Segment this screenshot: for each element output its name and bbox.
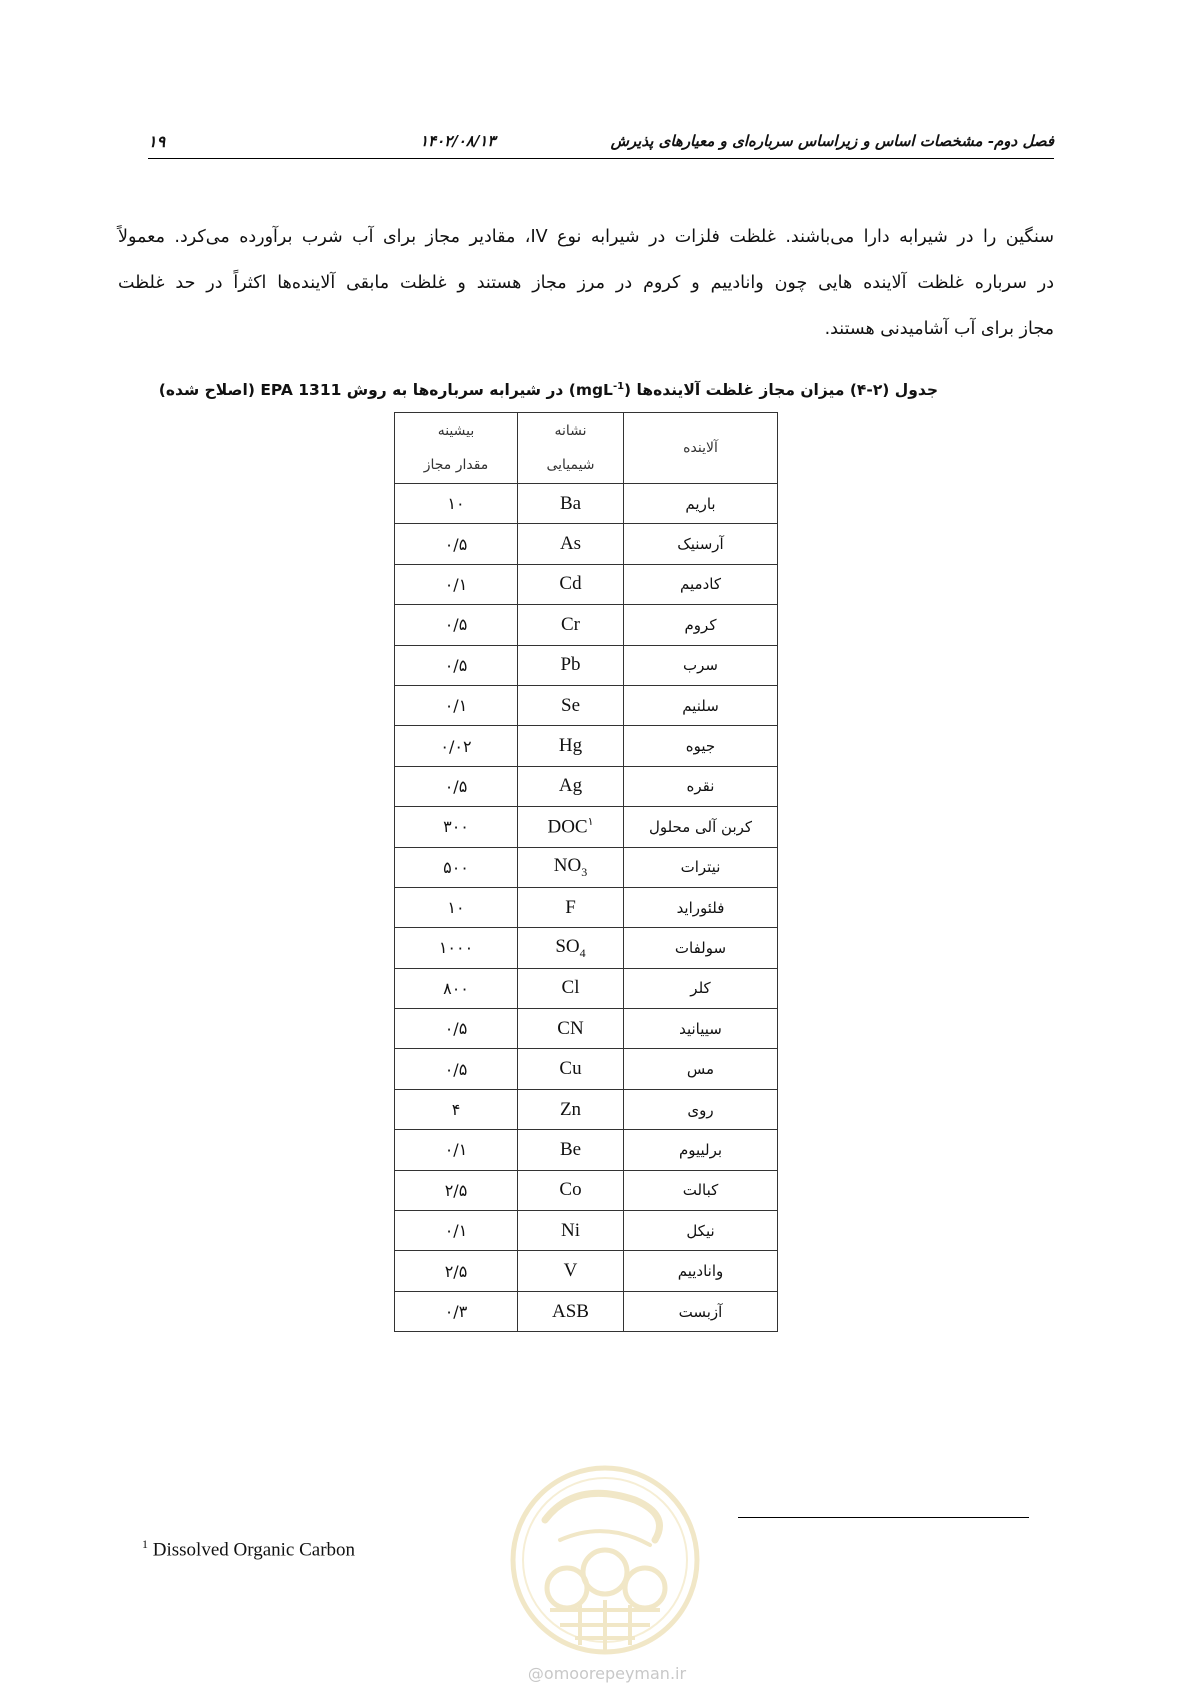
max-allowed-value: ۰/۵: [395, 1009, 518, 1049]
table-row: [395, 1130, 778, 1170]
symbol-text: Cd: [559, 573, 582, 595]
max-allowed-value: ۲/۵: [395, 1170, 518, 1210]
pollutant-name: کروم: [624, 605, 778, 645]
max-allowed-value: ۵۰۰: [395, 847, 518, 887]
watermark-logo-icon: [505, 1460, 705, 1660]
max-allowed-value: ۰/۳: [395, 1291, 518, 1331]
header-symbol-line1: نشانه: [554, 423, 587, 439]
chemical-symbol: [518, 605, 624, 645]
chemical-symbol: [518, 1009, 624, 1049]
chemical-symbol: [518, 524, 624, 564]
chemical-symbol: [518, 1170, 624, 1210]
max-allowed-value: ۸۰۰: [395, 968, 518, 1008]
pollutant-name: نیترات: [624, 847, 778, 887]
chapter-title: فصل دوم- مشخصات اساس و زیراساس سرباره‌ای و معیارهای پذیرش: [610, 132, 1054, 150]
symbol-text: ASB: [552, 1300, 589, 1322]
max-allowed-value: ۰/۵: [395, 605, 518, 645]
symbol-text: Ag: [558, 775, 583, 797]
chemical-symbol: [518, 645, 624, 685]
chemical-symbol: [518, 484, 624, 524]
table-row: [395, 766, 778, 806]
pollutant-name: آزبست: [624, 1291, 778, 1331]
symbol-text: Ni: [561, 1219, 580, 1241]
pollutant-name: سولفات: [624, 928, 778, 968]
max-allowed-value: ۰/۱: [395, 1211, 518, 1251]
footnote-separator: [738, 1517, 1029, 1518]
table-body: [395, 484, 778, 1332]
max-allowed-value: ۳۰۰: [395, 807, 518, 847]
page-header: [148, 132, 1054, 159]
pollutant-limits-table: [394, 412, 778, 1332]
pollutant-name: جیوه: [624, 726, 778, 766]
chemical-symbol: [518, 928, 624, 968]
table-row: [395, 685, 778, 725]
header-max-line1: بیشینه: [437, 423, 475, 439]
paragraph-line: سنگین را در شیرابه دارا می‌باشند. غلظت فلزات در شیرابه نوع IV، مقادیر مجاز برای آب شرب برآورده می‌کرد. معمولاً: [118, 227, 1054, 247]
chemical-symbol: [518, 847, 624, 887]
chemical-symbol: [518, 968, 624, 1008]
chemical-symbol: [518, 1211, 624, 1251]
max-allowed-value: ۱۰: [395, 484, 518, 524]
table-row: [395, 645, 778, 685]
pollutant-name: برلییوم: [624, 1130, 778, 1170]
table-row: [395, 968, 778, 1008]
pollutant-name: وانادییم: [624, 1251, 778, 1291]
symbol-text: SO: [555, 935, 580, 957]
chemical-symbol: [518, 1130, 624, 1170]
caption-unit-exponent: -1: [612, 381, 625, 392]
max-allowed-value: ۰/۱: [395, 685, 518, 725]
symbol-text: Zn: [559, 1098, 582, 1120]
pollutant-name: مس: [624, 1049, 778, 1089]
max-allowed-value: ۰/۰۲: [395, 726, 518, 766]
symbol-text: Co: [559, 1179, 582, 1201]
table-row: [395, 726, 778, 766]
table-row: [395, 887, 778, 927]
table-row: [395, 1251, 778, 1291]
body-paragraph: [118, 214, 1054, 352]
pollutant-name: باریم: [624, 484, 778, 524]
pollutant-name: سلنیم: [624, 685, 778, 725]
symbol-footnote-mark: ۱: [587, 816, 594, 829]
symbol-text: V: [563, 1260, 578, 1282]
chemical-symbol: [518, 1049, 624, 1089]
pollutant-name: سییانید: [624, 1009, 778, 1049]
table-header-row: [395, 413, 778, 484]
symbol-text: F: [565, 896, 576, 918]
footnote-text: Dissolved Organic Carbon: [152, 1539, 356, 1561]
pollutant-name: نقره: [624, 766, 778, 806]
chemical-symbol: [518, 807, 624, 847]
chemical-symbol: [518, 887, 624, 927]
symbol-text: Be: [559, 1138, 582, 1160]
caption-unit: mgL: [575, 381, 613, 400]
chemical-symbol: [518, 1089, 624, 1129]
table-row: [395, 524, 778, 564]
chemical-symbol: [518, 564, 624, 604]
chemical-symbol: [518, 685, 624, 725]
pollutant-name: آرسنیک: [624, 524, 778, 564]
header-date: ۱۴۰۲/۰۸/۱۳: [420, 132, 496, 150]
header-symbol-line2: شیمیایی: [546, 457, 595, 473]
max-allowed-value: ۰/۵: [395, 645, 518, 685]
chemical-symbol: [518, 766, 624, 806]
table-row: [395, 807, 778, 847]
max-allowed-value: ۱۰۰۰: [395, 928, 518, 968]
table-row: [395, 1170, 778, 1210]
symbol-text: Ba: [559, 492, 582, 514]
table-row: [395, 564, 778, 604]
table-row: [395, 484, 778, 524]
caption-text-end: ) در شیرابه سرباره‌ها به روش EPA 1311 (اصلاح شده): [158, 381, 576, 400]
symbol-text: CN: [557, 1017, 584, 1039]
table-row: [395, 1009, 778, 1049]
symbol-text: Cl: [561, 977, 580, 999]
max-allowed-value: ۰/۵: [395, 1049, 518, 1089]
pollutant-name: روی: [624, 1089, 778, 1129]
table-caption: [158, 381, 938, 400]
symbol-subscript: 3: [581, 864, 588, 879]
footnote: [142, 1537, 355, 1561]
paragraph-line: مجاز برای آب آشامیدنی هستند.: [824, 319, 1054, 339]
symbol-text: Pb: [560, 654, 581, 676]
header-max-value: [395, 413, 518, 484]
symbol-text: Cu: [559, 1058, 582, 1080]
symbol-text: Cr: [561, 613, 580, 635]
pollutant-name: کادمیم: [624, 564, 778, 604]
pollutant-name: فلئوراید: [624, 887, 778, 927]
symbol-text: DOC: [547, 816, 588, 838]
pollutant-name: کبالت: [624, 1170, 778, 1210]
page-number: ۱۹: [148, 132, 166, 151]
header-symbol: [518, 413, 624, 484]
max-allowed-value: ۰/۵: [395, 524, 518, 564]
footnote-mark: 1: [142, 1537, 148, 1551]
chemical-symbol: [518, 726, 624, 766]
table-row: [395, 847, 778, 887]
pollutant-name: کربن آلی محلول: [624, 807, 778, 847]
table-row: [395, 928, 778, 968]
table-row: [395, 1089, 778, 1129]
symbol-text: Hg: [558, 735, 583, 757]
max-allowed-value: ۱۰: [395, 887, 518, 927]
symbol-text: As: [559, 533, 582, 555]
table-row: [395, 1049, 778, 1089]
caption-text-start: جدول (۲-۴) میزان مجاز غلظت آلاینده‌ها (: [624, 381, 938, 400]
table-row: [395, 1291, 778, 1331]
chemical-symbol: [518, 1291, 624, 1331]
max-allowed-value: ۴: [395, 1089, 518, 1129]
paragraph-line: در سرباره غلظت آلاینده هایی چون وانادییم و کروم در مرز مجاز هستند و غلظت مابقی آلاینده‌ها اکثراً در حد غلظت: [118, 273, 1054, 293]
watermark-site: @omoorepeyman.ir: [527, 1664, 687, 1683]
max-allowed-value: ۰/۱: [395, 564, 518, 604]
max-allowed-value: ۰/۱: [395, 1130, 518, 1170]
symbol-text: NO: [553, 854, 582, 876]
max-allowed-value: ۲/۵: [395, 1251, 518, 1291]
pollutant-name: سرب: [624, 645, 778, 685]
header-max-line2: مقدار مجاز: [423, 457, 489, 473]
header-pollutant: آلاینده: [624, 413, 778, 484]
symbol-text: Se: [561, 694, 580, 716]
pollutant-name: نیکل: [624, 1211, 778, 1251]
chemical-symbol: [518, 1251, 624, 1291]
symbol-subscript: 4: [579, 945, 586, 960]
table-row: [395, 1211, 778, 1251]
max-allowed-value: ۰/۵: [395, 766, 518, 806]
table-row: [395, 605, 778, 645]
pollutant-name: کلر: [624, 968, 778, 1008]
